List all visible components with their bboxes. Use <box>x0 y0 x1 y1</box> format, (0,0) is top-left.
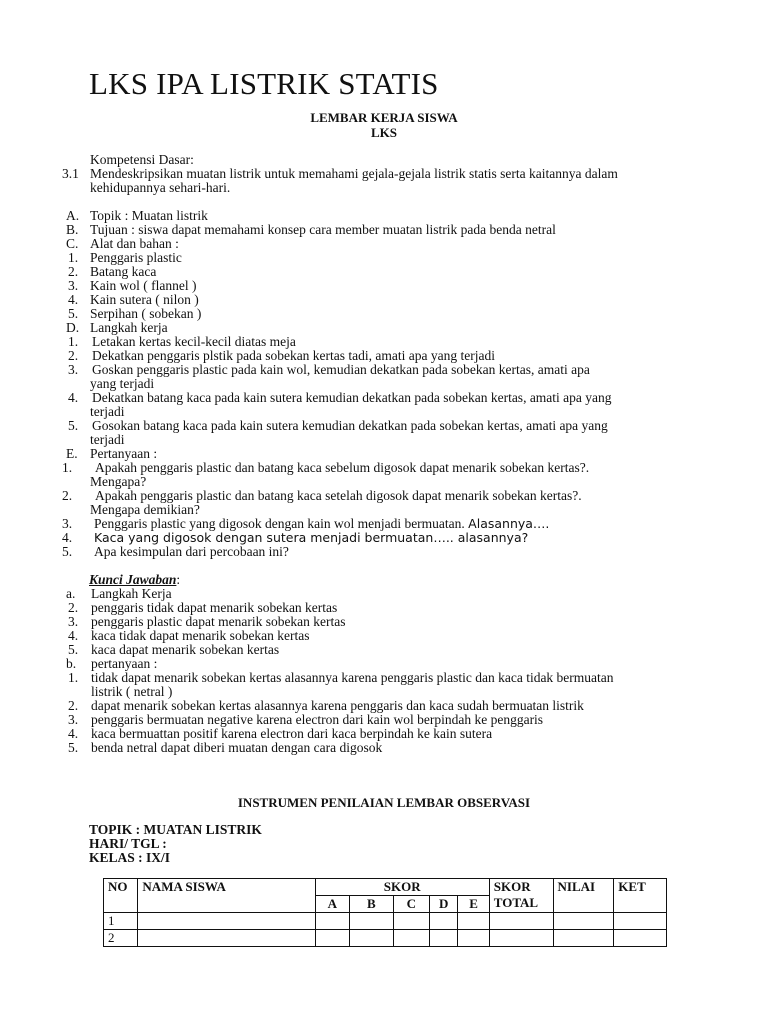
list-item-number: 4. <box>68 390 79 405</box>
header-skor-total-line2: TOTAL <box>493 895 539 910</box>
section-e-text: Pertanyaan : <box>90 446 158 461</box>
table-cell[interactable] <box>315 930 349 947</box>
list-item-text: kaca bermuattan positif karena electron dari kaca berpindah ke kain sutera <box>91 726 493 741</box>
kd-text-line1: Mendeskripsikan muatan listrik untuk memahami gejala-gejala listrik statis serta kaitannya dalam <box>90 166 618 181</box>
table-cell[interactable] <box>489 913 553 930</box>
list-item-number: 4. <box>62 530 73 545</box>
header-skor-c: C <box>393 896 429 913</box>
section-e-mark: E. <box>66 446 78 461</box>
list-item-text: Gosokan batang kaca pada kain sutera kemudian dekatkan pada sobekan kertas, amati apa yang <box>92 418 608 433</box>
section-c-mark: C. <box>66 236 79 251</box>
list-item-text: Apakah penggaris plastic dan batang kaca sebelum digosok dapat menarik sobekan kertas?. <box>95 460 590 475</box>
list-item-number: 1. <box>68 250 79 265</box>
table-cell[interactable] <box>138 930 315 947</box>
list-item-text: Penggaris plastic <box>90 250 182 265</box>
kd-text-line2: kehidupannya sehari-hari. <box>90 180 231 195</box>
table-cell[interactable] <box>553 930 614 947</box>
list-item-number: 5. <box>68 740 79 755</box>
list-item-number: 1. <box>68 334 79 349</box>
table-cell[interactable] <box>315 913 349 930</box>
list-item-text-cont: terjadi <box>90 432 125 447</box>
table-cell[interactable] <box>350 913 394 930</box>
list-item-text-cont: listrik ( netral ) <box>91 684 173 699</box>
header-nilai: NILAI <box>553 879 614 913</box>
list-item-number: 2. <box>68 698 79 713</box>
list-item-text: Dekatkan batang kaca pada kain sutera kemudian dekatkan pada sobekan kertas, amati apa yang <box>92 390 612 405</box>
table-cell[interactable] <box>429 930 457 947</box>
table-cell[interactable] <box>489 930 553 947</box>
table-cell[interactable] <box>614 913 667 930</box>
subtitle-lks: LKS <box>370 125 397 140</box>
list-item-text: Letakan kertas kecil-kecil diatas meja <box>92 334 296 349</box>
list-item-number: 1. <box>62 460 73 475</box>
list-item-number: 4. <box>68 726 79 741</box>
list-item-text: penggaris plastic dapat menarik sobekan kertas <box>91 614 346 629</box>
list-item-text: Serpihan ( sobekan ) <box>90 306 202 321</box>
list-item-text <box>94 517 549 531</box>
list-item-text: Apa kesimpulan dari percobaan ini? <box>94 544 289 559</box>
question-text-sans: Alasannya…. <box>468 516 550 531</box>
section-c-text: Alat dan bahan : <box>90 236 179 251</box>
list-item-number: 5. <box>68 418 79 433</box>
list-item-number: 3. <box>68 712 79 727</box>
header-skor-total <box>489 879 553 913</box>
list-item-number: 1. <box>68 670 79 685</box>
header-skor-a: A <box>315 896 349 913</box>
table-cell[interactable] <box>553 913 614 930</box>
list-item-text: Apakah penggaris plastic dan batang kaca setelah digosok dapat menarik sobekan kertas?. <box>95 488 582 503</box>
kunci-jawaban-colon: : <box>176 572 181 587</box>
section-d-mark: D. <box>66 320 80 335</box>
section-b-mark: B. <box>66 222 79 237</box>
section-a-text: Topik : Muatan listrik <box>90 208 208 223</box>
header-ket: KET <box>614 879 667 913</box>
row-number: 1 <box>104 913 138 930</box>
row-number: 2 <box>104 930 138 947</box>
topik-label: TOPIK : MUATAN LISTRIK <box>89 822 262 837</box>
list-item-text: penggaris tidak dapat menarik sobekan kertas <box>91 600 338 615</box>
list-item-text: kaca dapat menarik sobekan kertas <box>91 642 280 657</box>
kunci-b-text: pertanyaan : <box>91 656 158 671</box>
list-item-number: 4. <box>68 628 79 643</box>
list-item-number: 2. <box>68 600 79 615</box>
document-title: LKS IPA LISTRIK STATIS <box>89 66 439 101</box>
list-item-number: 2. <box>68 348 79 363</box>
list-item-text: dapat menarik sobekan kertas alasannya karena penggaris dan kaca sudah bermuatan listrik <box>91 698 584 713</box>
list-item-text: benda netral dapat diberi muatan dengan cara digosok <box>91 740 383 755</box>
section-d-text: Langkah kerja <box>90 320 168 335</box>
kunci-jawaban-label: Kunci Jawaban <box>89 572 177 587</box>
section-a-mark: A. <box>66 208 80 223</box>
list-item-text: Kaca yang digosok dengan sutera menjadi bermuatan….. alasannya? <box>94 530 529 545</box>
list-item-text: tidak dapat menarik sobekan kertas alasannya karena penggaris plastic dan kaca tidak bermuatan <box>91 670 614 685</box>
list-item-number: 3. <box>62 516 73 531</box>
list-item-number: 3. <box>68 614 79 629</box>
list-item-text-cont: terjadi <box>90 404 125 419</box>
list-item-number: 5. <box>62 544 73 559</box>
header-no: NO <box>104 879 138 913</box>
header-skor-e: E <box>458 896 489 913</box>
list-item-number: 2. <box>68 264 79 279</box>
list-item-text-cont: Mengapa demikian? <box>90 502 200 517</box>
list-item-text-cont: yang terjadi <box>90 376 155 391</box>
kunci-b-mark: b. <box>66 656 77 671</box>
table-cell[interactable] <box>458 913 489 930</box>
question-text-serif: Penggaris plastic yang digosok dengan kain wol menjadi bermuatan. <box>94 516 465 531</box>
list-item-text: Kain wol ( flannel ) <box>90 278 197 293</box>
table-cell[interactable] <box>393 930 429 947</box>
list-item-text: Batang kaca <box>90 264 157 279</box>
list-item-number: 3. <box>68 278 79 293</box>
table-cell[interactable] <box>614 930 667 947</box>
instrumen-title: INSTRUMEN PENILAIAN LEMBAR OBSERVASI <box>237 795 531 810</box>
kd-number: 3.1 <box>62 166 79 181</box>
list-item-number: 4. <box>68 292 79 307</box>
header-nama-siswa: NAMA SISWA <box>138 879 315 913</box>
table-row <box>104 913 667 930</box>
header-skor: SKOR <box>315 879 489 896</box>
header-skor-total-line1: SKOR <box>493 879 531 894</box>
list-item-text: Kain sutera ( nilon ) <box>90 292 199 307</box>
list-item-number: 2. <box>62 488 73 503</box>
section-b-text: Tujuan : siswa dapat memahami konsep cara member muatan listrik pada benda netral <box>90 222 556 237</box>
kunci-a-text: Langkah Kerja <box>91 586 172 601</box>
list-item-number: 5. <box>68 642 79 657</box>
list-item-text-cont: Mengapa? <box>90 474 147 489</box>
table-cell[interactable] <box>393 913 429 930</box>
list-item-text: Dekatkan penggaris plstik pada sobekan kertas tadi, amati apa yang terjadi <box>92 348 495 363</box>
list-item-text: penggaris bermuatan negative karena electron dari kain wol berpindah ke penggaris <box>91 712 544 727</box>
observation-table <box>103 878 667 947</box>
subtitle-lembar-kerja: LEMBAR KERJA SISWA <box>310 110 458 125</box>
table-cell[interactable] <box>429 913 457 930</box>
kunci-a-mark: a. <box>66 586 76 601</box>
kelas-label: KELAS : IX/I <box>89 850 171 865</box>
table-cell[interactable] <box>138 913 315 930</box>
table-header-row <box>104 879 667 896</box>
hari-label: HARI/ TGL : <box>89 836 167 851</box>
header-skor-b: B <box>350 896 394 913</box>
kd-label: Kompetensi Dasar: <box>90 152 194 167</box>
header-skor-d: D <box>429 896 457 913</box>
table-row <box>104 930 667 947</box>
table-cell[interactable] <box>458 930 489 947</box>
list-item-text: Goskan penggaris plastic pada kain wol, kemudian dekatkan pada sobekan kertas, amati apa <box>92 362 590 377</box>
table-cell[interactable] <box>350 930 394 947</box>
list-item-number: 3. <box>68 362 79 377</box>
list-item-number: 5. <box>68 306 79 321</box>
list-item-text: kaca tidak dapat menarik sobekan kertas <box>91 628 310 643</box>
kunci-jawaban-heading <box>89 573 180 587</box>
